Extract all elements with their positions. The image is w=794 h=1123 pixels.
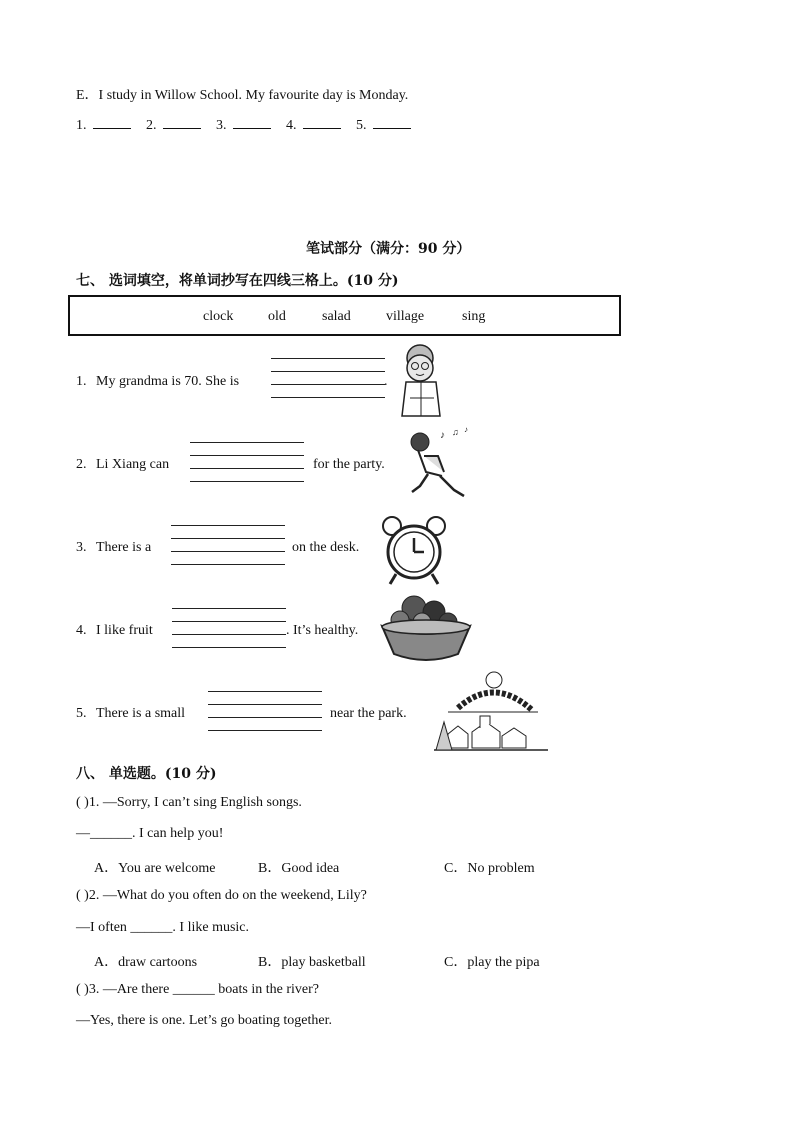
question-1-option-b[interactable]: B．Good idea <box>258 861 340 876</box>
question-2-option-b[interactable]: B．play basketball <box>258 955 366 970</box>
answer-row <box>76 116 415 134</box>
grandma-picture <box>396 342 448 418</box>
fill-item-3 <box>76 540 151 556</box>
alarm-clock-picture <box>380 514 448 586</box>
answer-blank[interactable] <box>233 116 271 129</box>
item-text-before: I like fruit <box>96 623 153 638</box>
section8-heading: 八、 单选题。(10 分) <box>76 766 217 782</box>
item-text-after: near the park. <box>330 706 407 721</box>
item-number: 3. <box>76 540 87 555</box>
item-text-before: There is a <box>96 540 152 555</box>
question-2-option-a[interactable]: A．draw cartoons <box>94 955 198 970</box>
four-line-grid[interactable] <box>171 525 285 565</box>
four-line-grid[interactable] <box>271 358 385 398</box>
answer-blank[interactable] <box>163 116 201 129</box>
item-text-before: My grandma is 70. She is <box>96 374 240 389</box>
question-2-reply: —I often ______. I like music. <box>76 920 250 935</box>
fill-item-5 <box>76 706 185 722</box>
four-line-grid[interactable] <box>172 608 286 648</box>
item-number: 1. <box>76 374 87 389</box>
question-3-stem: ( )3. —Are there ______ boats in the river? <box>76 982 319 997</box>
item-number: 5. <box>76 706 87 721</box>
item-text-after: for the party. <box>313 457 385 472</box>
svg-text:♪: ♪ <box>464 426 468 434</box>
question-3-reply: —Yes, there is one. Let’s go boating together. <box>76 1013 332 1028</box>
item-number: 2. <box>76 457 87 472</box>
word-bank <box>68 295 621 336</box>
item-text-after: . <box>384 374 388 389</box>
question-1-option-c[interactable]: C．No problem <box>444 861 535 876</box>
item-number: 4. <box>76 623 87 638</box>
question-1-reply: —______. I can help you! <box>76 826 224 841</box>
fill-item-2 <box>76 457 169 473</box>
answer-blank[interactable] <box>303 116 341 129</box>
four-line-grid[interactable] <box>190 442 304 482</box>
item-text-before: Li Xiang can <box>96 457 170 472</box>
item-text-after: . It’s healthy. <box>286 623 359 638</box>
answer-label: 5. <box>356 118 367 133</box>
svg-text:♫: ♫ <box>452 427 459 437</box>
item-text-before: There is a small <box>96 706 186 721</box>
word-bank-item: salad <box>322 309 351 324</box>
option-e: E．I study in Willow School. My favourite day is Monday. <box>76 88 409 103</box>
word-bank-item: sing <box>462 309 486 324</box>
singing-boy-picture <box>404 426 478 502</box>
svg-text:♪: ♪ <box>440 430 445 441</box>
word-bank-item: old <box>268 309 286 324</box>
question-2-option-c[interactable]: C．play the pipa <box>444 955 540 970</box>
village-picture <box>428 670 554 752</box>
fill-item-1 <box>76 374 239 390</box>
answer-label: 3. <box>216 118 227 133</box>
four-line-grid[interactable] <box>208 691 322 731</box>
answer-blank[interactable] <box>373 116 411 129</box>
question-2-stem: ( )2. —What do you often do on the weekend, Lily? <box>76 888 367 903</box>
answer-blank[interactable] <box>93 116 131 129</box>
question-1-stem: ( )1. —Sorry, I can’t sing English songs. <box>76 795 302 810</box>
fill-item-4 <box>76 623 153 639</box>
written-section-title: 笔试部分（满分：90 分） <box>306 241 471 257</box>
fruit-salad-picture <box>378 592 474 668</box>
item-text-after: on the desk. <box>292 540 360 555</box>
answer-label: 1. <box>76 118 87 133</box>
answer-label: 2. <box>146 118 157 133</box>
answer-label: 4. <box>286 118 297 133</box>
question-1-option-a[interactable]: A．You are welcome <box>94 861 216 876</box>
section7-heading: 七、 选词填空，将单词抄写在四线三格上。(10 分) <box>76 273 399 289</box>
word-bank-item: village <box>386 309 425 324</box>
word-bank-item: clock <box>203 309 234 324</box>
